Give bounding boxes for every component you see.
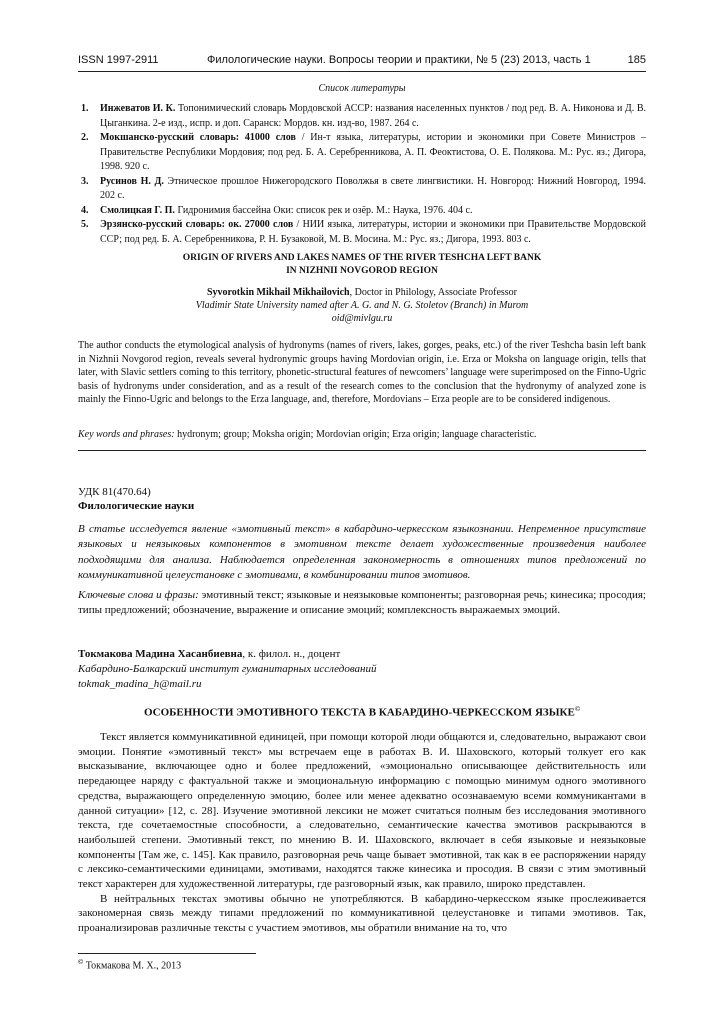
english-article-title: ORIGIN OF RIVERS AND LAKES NAMES OF THE RIVER TESHCHA LEFT BANK IN NIZHNII NOVGOROD REGION bbox=[182, 253, 542, 276]
english-author-name: Syvorotkin Mikhail Mikhailovich bbox=[206, 287, 350, 298]
russian-abstract: В статье исследуется явление «эмотивный текст» в кабардино-черкесском языкознании. Непременное присутствие языковых и неязыковых компонентов в эмотивном тексте делает художественные произведения наиболее подходящими для анализа. Наблюдается определенная закономерность в отношениях типов предложений по коммуникативной целеустановке с эмотивами, в комбинировании типов эмотивов. bbox=[78, 523, 646, 582]
english-abstract: The author conducts the etymological analysis of hydronyms (names of rivers, lakes, gorges, peaks, etc.) of the river Teshcha basin left bank in Nizhnii Novgorod region, reveals several hydronymic groups having Mordovian origin, i.e. Erza or Moksha on language origin, tells that later, with Slavic settlers coming to this territory, phonetic-structural features of newcomers’ language were superimposed on the Finno-Ugric basis of hydronyms under consideration, and as a result of the research comes to the conclusion that the hydronymy of analyzed zone is mainly the Finno-Ugric and belongs to the Erza language, and, therefore, Mordovians – Erza people are to be considered indigenous. bbox=[78, 340, 646, 406]
russian-author-block: Токмакова Мадина Хасанбиевна, к. филол. н., доцент Кабардино-Балкарский институт гуманитарных исследований tokmak_madina_h@mail.ru bbox=[78, 647, 646, 692]
reference-item: 5. Эрзянско-русский словарь: ок. 27000 слов / НИИ языка, литературы, истории и экономики при Правительстве Мордовской ССР; под ред. Б. А. Серебренникова, Р. Н. Бузаковой, М. В. Мосина. М.: Рус. яз.; Дигора, 1993. 803 с. bbox=[81, 219, 646, 245]
udk-code: УДК 81(470.64) bbox=[78, 486, 151, 498]
footnote-rule bbox=[78, 953, 256, 954]
running-header bbox=[78, 54, 646, 72]
reference-item: 4. Смолицкая Г. П. Гидронимия бассейна Оки: список рек и озёр. М.: Наука, 1976. 404 с. bbox=[81, 204, 473, 216]
russian-keywords: Ключевые слова и фразы: эмотивный текст; языковые и неязыковые компоненты; разговорная речь; кинесика; просодия; типы предложений; обозначение, выражение и описание эмоций; комплексность выражаемых эмоций. bbox=[78, 589, 646, 617]
reference-item: 2. Мокшанско-русский словарь: 41000 слов / Ин-т языка, литературы, истории и экономики при Совете Министров – Правительстве Республики Мордовия; под ред. Б. А. Серебренникова, А. П. Феоктистова, О. Е. Полякова. М.: Рус. яз.; Дигора, 1998. 920 с. bbox=[81, 132, 646, 172]
reference-item: 1. Инжеватов И. К. Топонимический словарь Мордовской АССР: названия населенных пунктов / под ред. В. А. Никонова и Д. В. Цыганкина. 2-е изд., испр. и доп. Саранск: Мордов. кн. изд-во, 1987. 264 с. bbox=[81, 103, 646, 129]
body-paragraph: В нейтральных текстах эмотивы обычно не употребляются. В кабардино-черкесском языке прослеживается закономерная связь между типами предложений по коммуникативной целеустановке и типами эмотивов. Так, проанализировав различные тексты с участием эмотивов, мы обратили внимание на то, что bbox=[78, 892, 646, 935]
author-affiliation: Кабардино-Балкарский институт гуманитарных исследований bbox=[78, 663, 377, 675]
english-author-block: Syvorotkin Mikhail Mikhailovich, Doctor in Philology, Associate Professor Vladimir State University named after A. G. and N. G. Stoletov (Branch) in Murom oid@mivlgu.ru bbox=[78, 286, 646, 325]
page-number: 185 bbox=[627, 54, 646, 66]
english-keywords: Key words and phrases: hydronym; group; Moksha origin; Mordovian origin; Erza origin; language characteristic. bbox=[78, 429, 537, 440]
body-paragraph: Текст является коммуникативной единицей, при помощи которой люди общаются и, следовательно, выражают свои эмоции. Понятие «эмотивный текст» мы встречаем еще в работах В. И. Шаховского, который толкует его как высказывание, включающее одно и более предложений, «эмоционально описывающее действительность или передающее наряду с фактуальной также и эмоциональную информацию с помощью минимум одного эмотивного средства, выражающего определенную эмоцию, более или менее адекватно осознаваемую всеми коммуникантами в данной ситуации» [12, с. 28]. Изучение эмотивной лексики не может считаться полным без исследования эмотивного текста, где сочетаемостные способности, а следовательно, семантические качества эмотивов раскрываются в наибольшей степени. Эмотивный текст, по мнению В. И. Шаховского, включает в себя языковые и неязыковые компоненты [Там же, с. 145]. Как правило, разговорная речь чаще бывает эмотивной, так как в ее распоряжении наряду с лексико-семантическими единицами, эмотивами, находятся также кинесика и просодия. В связи с этим эмотивный текст характерен для художественной литературы, где разговорный язык, как правило, широко представлен. bbox=[78, 731, 646, 891]
article-title: ОСОБЕННОСТИ ЭМОТИВНОГО ТЕКСТА В КАБАРДИНО-ЧЕРКЕССКОМ ЯЗЫКЕ© bbox=[143, 705, 581, 719]
issn: ISSN 1997-2911 bbox=[78, 54, 159, 66]
english-affiliation: Vladimir State University named after A. G. and N. G. Stoletov (Branch) in Murom bbox=[195, 300, 529, 311]
article-body bbox=[78, 730, 646, 936]
journal-title: Филологические науки. Вопросы теории и практики, № 5 (23) 2013, часть 1 bbox=[207, 54, 591, 66]
section-divider bbox=[78, 450, 646, 451]
reference-item: 3. Русинов Н. Д. Этническое прошлое Нижегородского Поволжья в свете лингвистики. Н. Новгород: Нижний Новгород, 1994. 202 с. bbox=[81, 175, 646, 201]
author-name: Токмакова Мадина Хасанбиевна bbox=[78, 648, 243, 660]
references-heading: Список литературы bbox=[318, 83, 406, 94]
references-list bbox=[78, 102, 646, 247]
rubric: Филологические науки bbox=[78, 500, 195, 512]
header-rule bbox=[78, 71, 646, 72]
copyright-footnote: © Токмакова М. Х., 2013 bbox=[78, 958, 182, 972]
author-email: tokmak_madina_h@mail.ru bbox=[78, 678, 202, 690]
english-email: oid@mivlgu.ru bbox=[331, 313, 393, 324]
